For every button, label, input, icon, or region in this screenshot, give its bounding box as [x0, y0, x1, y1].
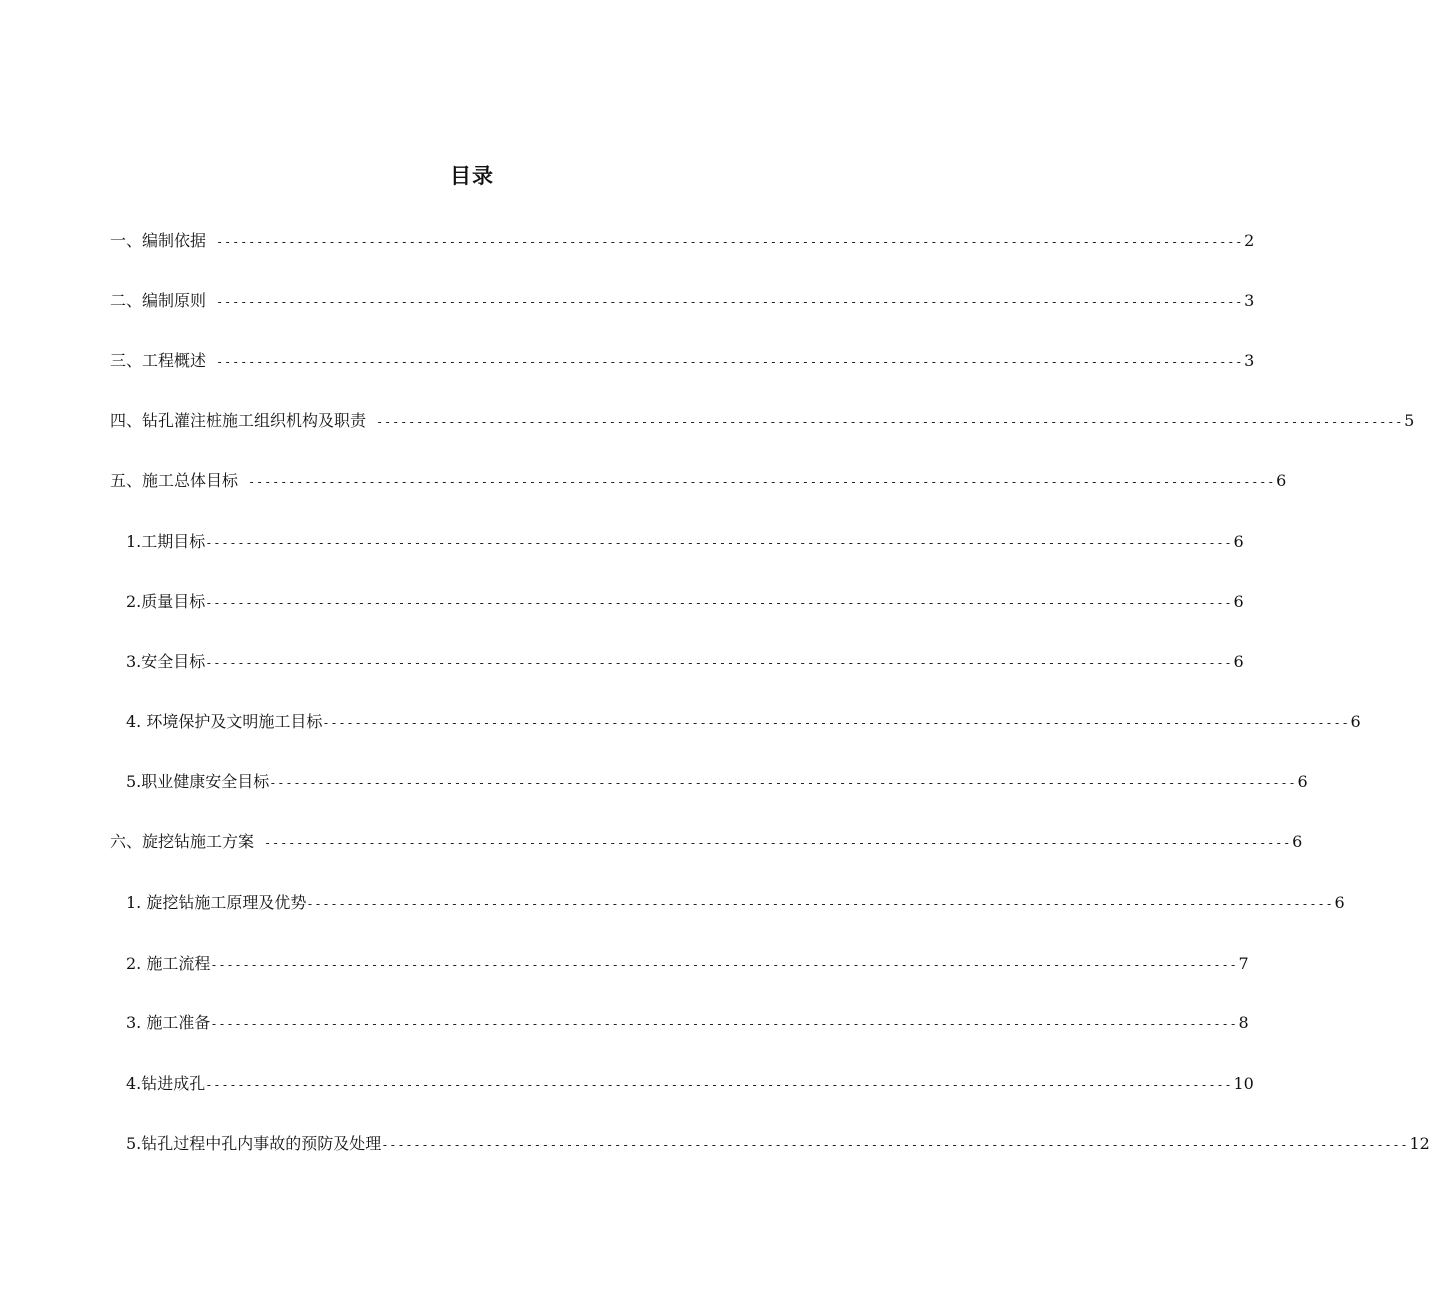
- toc-page-number: 3: [1244, 351, 1255, 370]
- toc-entry[interactable]: [126, 1132, 1430, 1156]
- toc-entry[interactable]: [126, 590, 1244, 614]
- toc-entry[interactable]: [126, 770, 1308, 794]
- toc-leader-dashes: --------------------------------------------------------------------------------------------------------------------------------: [216, 295, 1244, 309]
- toc-entry-label: 4.钻进成孔: [126, 1074, 206, 1093]
- toc-entry[interactable]: [126, 1072, 1254, 1096]
- toc-leader-dashes: --------------------------------------------------------------------------------------------------------------------------------: [205, 596, 1233, 610]
- toc-leader-dashes: --------------------------------------------------------------------------------------------------------------------------------: [216, 355, 1244, 369]
- toc-page-number: 10: [1233, 1074, 1254, 1093]
- toc-leader-dashes: --------------------------------------------------------------------------------------------------------------------------------: [306, 897, 1334, 911]
- toc-page-number: 6: [1297, 772, 1308, 791]
- toc-leader-dashes: --------------------------------------------------------------------------------------------------------------------------------: [376, 415, 1404, 429]
- toc-page-number: 2: [1244, 231, 1255, 250]
- toc-entry[interactable]: [110, 229, 1255, 253]
- toc-entry-label: 5.职业健康安全目标: [126, 772, 270, 791]
- toc-entry-label: 二、编制原则: [110, 291, 207, 310]
- toc-leader-dashes: --------------------------------------------------------------------------------------------------------------------------------: [264, 836, 1292, 850]
- toc-page-number: 5: [1404, 411, 1415, 430]
- toc-entry[interactable]: [110, 409, 1415, 433]
- toc-leader-dashes: --------------------------------------------------------------------------------------------------------------------------------: [205, 656, 1233, 670]
- toc-entry[interactable]: [110, 289, 1255, 313]
- page-title: 目录: [450, 163, 494, 188]
- toc-entry[interactable]: [126, 650, 1244, 674]
- toc-page-number: 6: [1292, 832, 1303, 851]
- toc-entry-label: 2.质量目标: [126, 592, 206, 611]
- toc-entry-label: 四、钻孔灌注桩施工组织机构及职责: [110, 411, 367, 430]
- toc-entry[interactable]: [126, 530, 1244, 554]
- toc-entry[interactable]: [126, 710, 1361, 734]
- toc-page-number: 12: [1409, 1134, 1430, 1153]
- toc-entry-label: 3. 施工准备: [126, 1013, 211, 1032]
- toc-leader-dashes: --------------------------------------------------------------------------------------------------------------------------------: [210, 958, 1238, 972]
- toc-entry[interactable]: [126, 952, 1249, 976]
- toc-page-number: 8: [1238, 1013, 1249, 1032]
- toc-entry-label: 2. 施工流程: [126, 954, 211, 973]
- toc-page-number: 6: [1233, 532, 1244, 551]
- toc-page-number: 3: [1244, 291, 1255, 310]
- toc-leader-dashes: --------------------------------------------------------------------------------------------------------------------------------: [269, 776, 1297, 790]
- toc-leader-dashes: --------------------------------------------------------------------------------------------------------------------------------: [216, 235, 1244, 249]
- toc-leader-dashes: --------------------------------------------------------------------------------------------------------------------------------: [381, 1138, 1409, 1152]
- toc-entry-label: 4. 环境保护及文明施工目标: [126, 712, 323, 731]
- toc-entry[interactable]: [126, 1011, 1249, 1035]
- toc-entry-label: 1.工期目标: [126, 532, 206, 551]
- toc-entry[interactable]: [126, 891, 1345, 915]
- toc-entry[interactable]: [110, 349, 1255, 373]
- toc-page-number: 6: [1233, 652, 1244, 671]
- toc-page-number: 6: [1334, 893, 1345, 912]
- toc-entry-label: 五、施工总体目标: [110, 471, 239, 490]
- toc-entry[interactable]: [110, 469, 1287, 493]
- toc-leader-dashes: --------------------------------------------------------------------------------------------------------------------------------: [205, 536, 1233, 550]
- toc-leader-dashes: --------------------------------------------------------------------------------------------------------------------------------: [248, 475, 1276, 489]
- toc-entry-label: 5.钻孔过程中孔内事故的预防及处理: [126, 1134, 382, 1153]
- toc-leader-dashes: --------------------------------------------------------------------------------------------------------------------------------: [210, 1017, 1238, 1031]
- toc-entry-label: 三、工程概述: [110, 351, 207, 370]
- toc-leader-dashes: --------------------------------------------------------------------------------------------------------------------------------: [322, 716, 1350, 730]
- toc-leader-dashes: --------------------------------------------------------------------------------------------------------------------------------: [205, 1078, 1233, 1092]
- toc-entry-label: 1. 旋挖钻施工原理及优势: [126, 893, 307, 912]
- toc-entry-label: 3.安全目标: [126, 652, 206, 671]
- toc-entry-label: 六、旋挖钻施工方案: [110, 832, 255, 851]
- toc-page-number: 6: [1276, 471, 1287, 490]
- toc-entry[interactable]: [110, 830, 1303, 854]
- toc-page-number: 7: [1238, 954, 1249, 973]
- toc-entry-label: 一、编制依据: [110, 231, 207, 250]
- toc-page-number: 6: [1350, 712, 1361, 731]
- toc-page-number: 6: [1233, 592, 1244, 611]
